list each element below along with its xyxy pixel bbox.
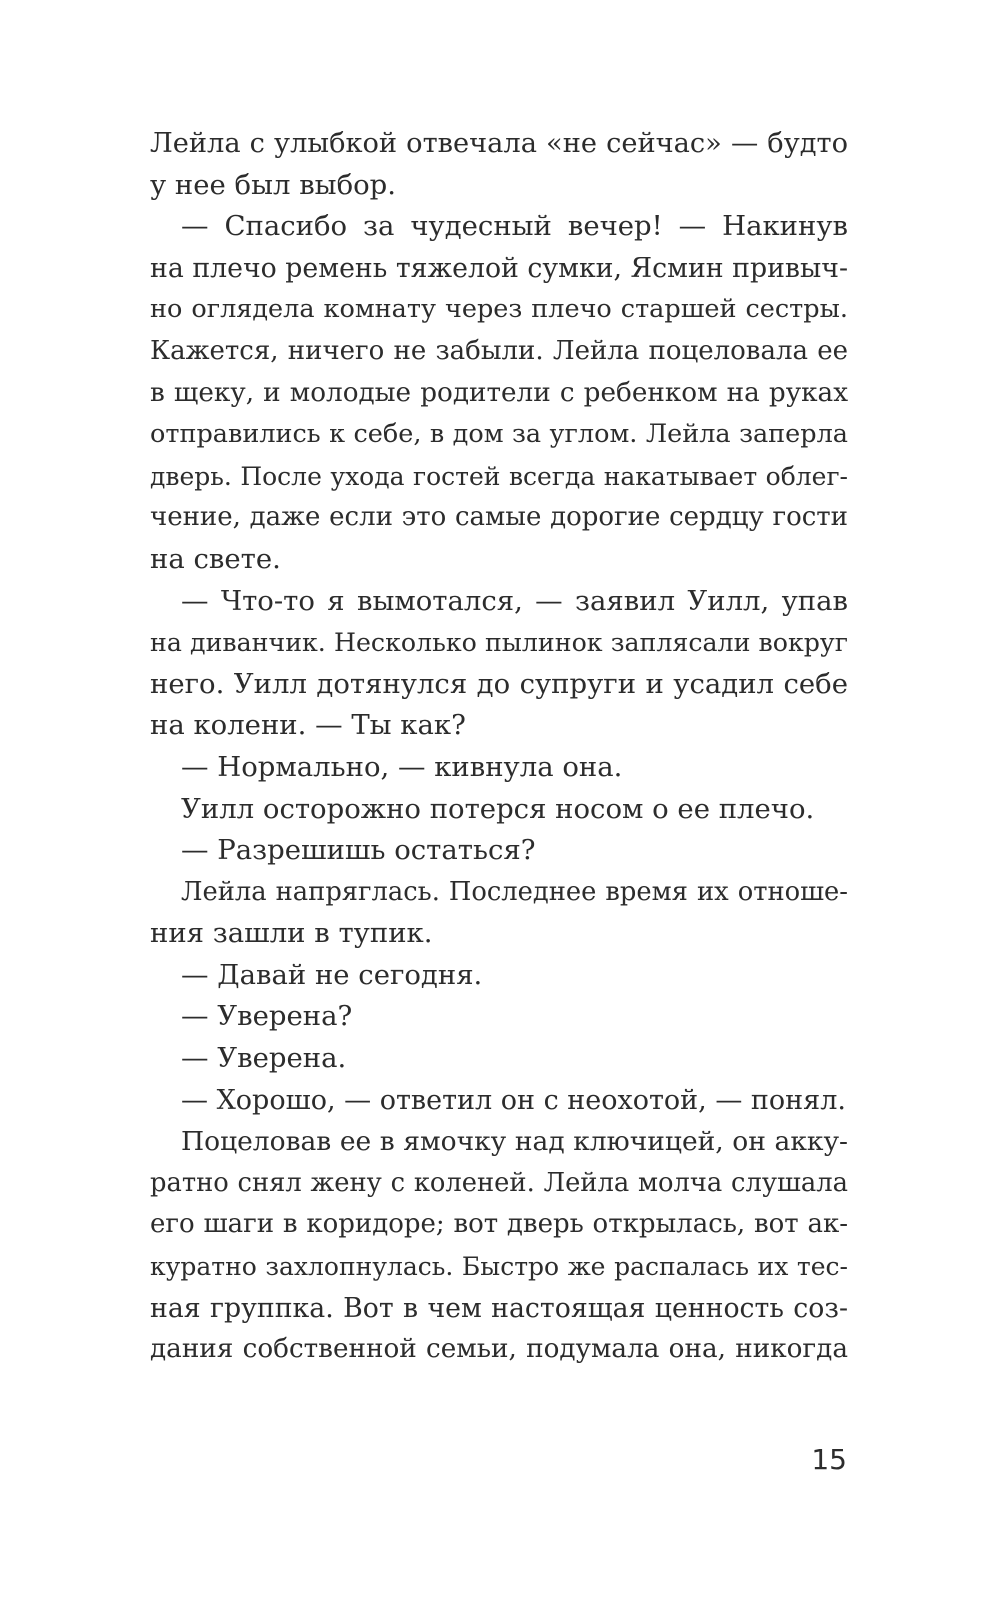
text-line: Лейла напряглась. Последнее время их отноше- xyxy=(181,876,848,907)
text-line: — Что-то я вымотался, — заявил Уилл, упав xyxy=(181,584,848,617)
text-line: его шаги в коридоре; вот дверь открылась, вот ак- xyxy=(150,1209,848,1240)
text-line: на диванчик. Несколько пылинок заплясали вокруг xyxy=(150,628,848,658)
text-line: — Давай не сегодня. xyxy=(181,958,483,991)
text-line: дверь. После ухода гостей всегда накатывает облег- xyxy=(150,461,848,491)
text-line: — Уверена? xyxy=(181,1000,353,1033)
text-line: Поцеловав ее в ямочку над ключицей, он акку- xyxy=(181,1126,848,1158)
text-line: чение, даже если это самые дорогие сердцу гости xyxy=(150,502,848,533)
text-line: на плечо ремень тяжелой сумки, Ясмин привыч- xyxy=(150,252,848,284)
text-line: — Хорошо, — ответил он с неохотой, — понял. xyxy=(181,1084,846,1116)
text-line: ная группка. Вот в чем настоящая ценность соз- xyxy=(150,1292,848,1324)
text-line: в щеку, и молодые родители с ребенком на руках xyxy=(150,377,848,408)
text-line: на колени. — Ты как? xyxy=(150,709,466,742)
text-line: — Спасибо за чудесный вечер! — Накинув xyxy=(181,210,848,243)
body-text xyxy=(150,123,848,1371)
text-line: у нее был выбор. xyxy=(150,168,397,201)
text-line: Лейла с улыбкой отвечала «не сейчас» — будто xyxy=(150,128,848,159)
text-line: Уилл осторожно потерся носом о ее плечо. xyxy=(181,792,815,825)
text-line: дания собственной семьи, подумала она, никогда xyxy=(150,1334,848,1365)
text-line: отправились к себе, в дом за углом. Лейла заперла xyxy=(150,419,848,450)
text-line: на свете. xyxy=(150,542,281,575)
text-line: но оглядела комнату через плечо старшей сестры. xyxy=(150,294,848,325)
text-line: — Разрешишь остаться? xyxy=(181,834,536,867)
page-number: 15 xyxy=(811,1443,847,1476)
text-line: Кажется, ничего не забыли. Лейла поцеловала ее xyxy=(150,335,848,366)
text-line: него. Уилл дотянулся до супруги и усадил себе xyxy=(150,667,848,700)
text-line: — Нормально, — кивнула она. xyxy=(181,750,623,783)
text-line: куратно захлопнулась. Быстро же распалась их тес- xyxy=(150,1252,848,1282)
text-line: ния зашли в тупик. xyxy=(150,917,433,950)
text-line: ратно снял жену с коленей. Лейла молча слушала xyxy=(150,1167,848,1198)
text-line: — Уверена. xyxy=(181,1042,347,1075)
